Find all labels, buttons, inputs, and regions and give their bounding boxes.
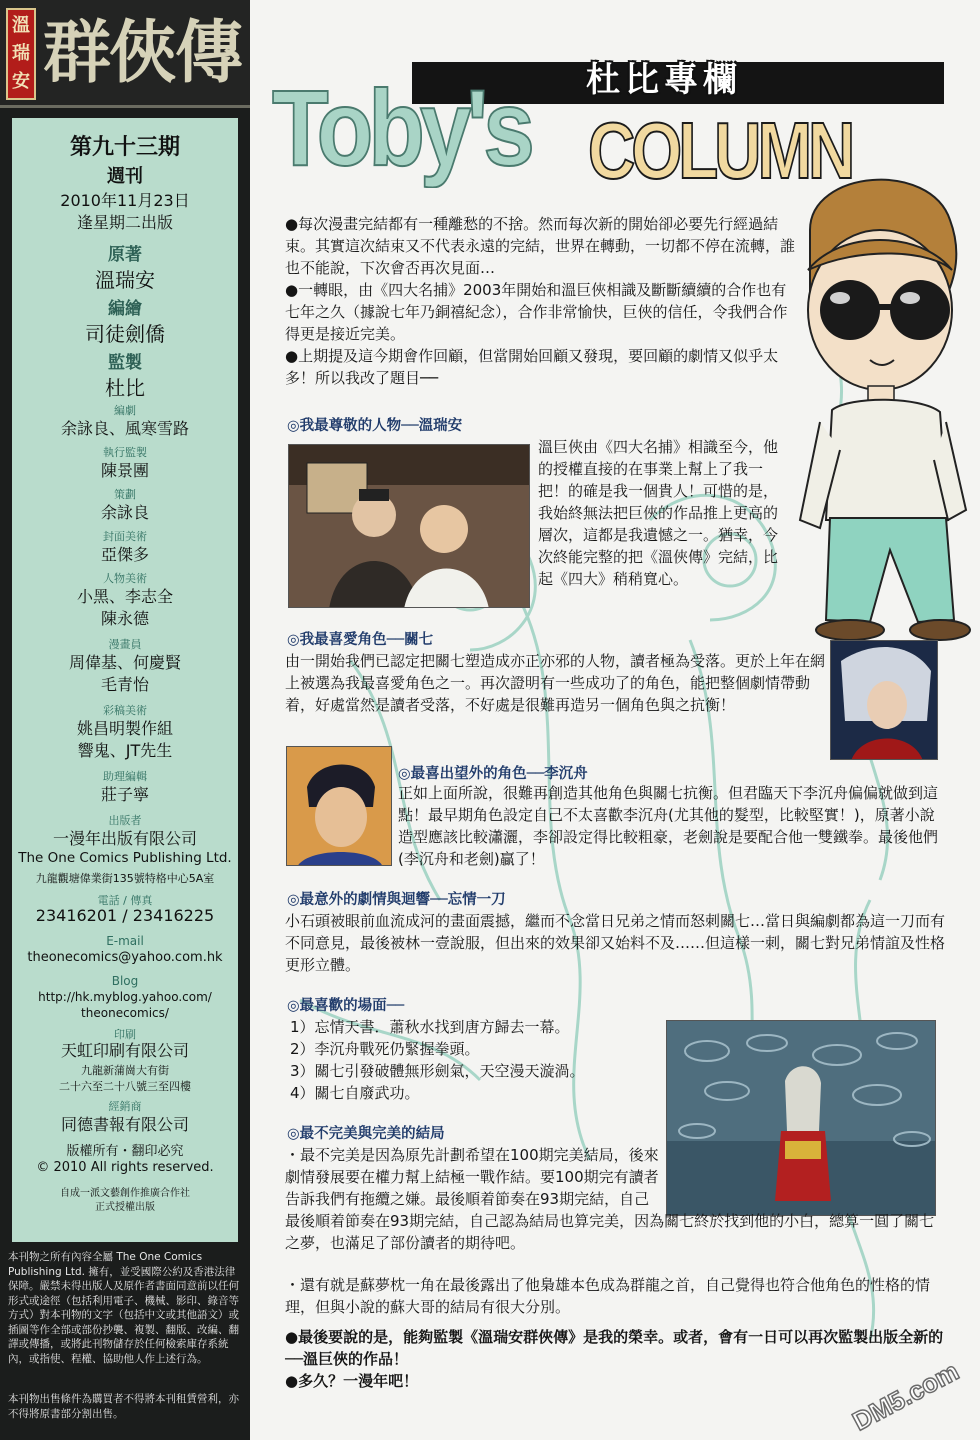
staff-name: 姚昌明製作組 (76, 719, 173, 738)
column-title-tobys: Toby's (272, 67, 530, 188)
staff-name: 莊子寧 (100, 785, 149, 804)
credit-name: 溫瑞安 (95, 268, 155, 292)
intro-paragraph: ●一轉眼，由《四大名捕》2003年開始和溫巨俠相識及斷斷續續的合作也有七年之久（據說七年乃銅禧紀念），合作非常愉快，巨俠的信任，令我們合作得更是接近完美。 (285, 281, 788, 343)
magazine-title: 群俠傳 (42, 13, 241, 93)
staff-name: 陳永德 (100, 609, 149, 628)
guan-qi-art (831, 641, 938, 760)
rights-en: © 2010 All rights reserved. (36, 1160, 214, 1175)
distributor-label: 經銷商 (108, 1100, 142, 1113)
image-li-chenzhou (286, 746, 392, 866)
credit-role: 原著 (108, 245, 142, 265)
phone-label: 電話 / 傳真 (97, 894, 153, 907)
staff-name: 亞傑多 (100, 545, 149, 564)
masthead-logo (0, 0, 250, 108)
sale-conditions: 本刊物出售條件為購買者不得將本刊租賃營利，亦不得將原書部分割出售。 (8, 1393, 239, 1420)
author-seal: 溫 瑞 安 (6, 8, 36, 100)
credit-role: 監製 (108, 353, 142, 373)
list-item: 1）忘情天書．蕭秋水找到唐方歸去一幕。 (290, 1018, 570, 1036)
section-heading: ◎我最尊敬的人物──溫瑞安 (287, 418, 463, 434)
publisher-address: 九龍觀塘偉業街135號特格中心5A室 (35, 872, 215, 885)
section-heading: ◎最意外的劇情與迴響──忘情一刀 (287, 892, 506, 908)
section-text-continued: 最後順着節奏在93期完結，自己認為結局也算完美，因為關七終於找到他的小白，總算一圓了關七之夢，也滿足了部份讀者的期待吧。 (285, 1212, 935, 1252)
email-address[interactable]: theonecomics@yahoo.com.hk (27, 950, 223, 965)
intro-paragraph: ●上期提及這今期會作回顧，但當開始回顧又發現，要回顧的劇情又似乎太多！所以我改了題目── (285, 347, 779, 387)
publisher-label: 出版者 (108, 814, 142, 827)
issue-number: 第九十三期 (69, 135, 180, 160)
photo-image (289, 445, 530, 608)
staff-role: 執行監製 (103, 446, 147, 459)
staff-name: 余詠良、風寒雪路 (60, 419, 189, 438)
column-title-column: COLUMN (588, 106, 852, 195)
intro-paragraph: ●每次漫畫完結都有一種離愁的不捨。然而每次新的開始卻必要先行經過結束。其實這次結束又不代表永遠的完結，世界在轉動，一切都不停在流轉，誰也不能說，下次會否再次見面… (285, 215, 796, 277)
closing-paragraph: ●最後要說的是，能夠監製《溫瑞安群俠傳》是我的榮幸。或者，會有一日可以再次監製出版全新的──溫巨俠的作品！ (285, 1328, 944, 1368)
blog-url-path[interactable]: theonecomics/ (81, 1006, 169, 1020)
staff-role: 人物美術 (103, 572, 147, 585)
watermark-text: DM5.com (847, 1355, 965, 1437)
section-text: 正如上面所說，很難再創造其他角色與關七抗衡。但君臨天下李沉舟偏偏就做到這點！最早期角色設定自己不太喜歡李沉舟(尤其他的髮型，比較堅實！)，原著小說造型應該比較瀟灑，李卻設定得比較粗豪，老劍說是要配合他一雙鐵拳。最後他們(李沉舟和老劍)贏了！ (398, 784, 939, 868)
section-text: 由一開始我們已認定把關七塑造成亦正亦邪的人物，讀者極為受落。更於上年在網上被選為我最喜愛角色之一。再次證明有一些成功了的角色，能把整個劇情帶動着，好處當然是讀者受落，不好處是很難再造另一個角色與之抗衡！ (285, 652, 826, 714)
staff-name: 陳景團 (100, 461, 149, 480)
staff-name: 小黑、李志全 (76, 587, 173, 606)
li-chenzhou-art (287, 747, 392, 866)
section-text: 小石頭被眼前血流成河的畫面震撼，繼而不念當日兄弟之情而怒刺關七…當日與編劇都為這一刀而有不同意見，最後被林一壹說服，但出來的效果卻又始料不及……但這樣一刺，關七對兄弟情誼及性格更形立體。 (285, 912, 946, 974)
section-heading: ◎我最喜愛角色──關七 (287, 632, 434, 648)
list-item: 3）關七引發破體無形劍氣，天空漫天漩渦。 (290, 1062, 585, 1080)
site-watermark (847, 1355, 970, 1437)
list-item: 2）李沉舟戰死仍緊握拳頭。 (290, 1040, 480, 1058)
copyright-notice: 本刊物之所有內容全屬 The One Comics Publishing Ltd. 擁有，並受國際公約及香港法律保障。嚴禁未得出版人及原作者書面同意前以任何形式或途徑（包括利用電子、機械、影印、錄音等方式）對本刊物的文字（包括中文或其他語文）或插圖等作全部或部份抄襲、複製、翻版、改編、翻譯或傳播，或將此刊物儲存於任何檢索庫存系統內，或指使、程權、協助他人作上述行為。 (8, 1251, 239, 1365)
publisher-name-en: The One Comics Publishing Ltd. (18, 850, 232, 866)
printer-address: 二十六至二十八號三至四樓 (59, 1080, 191, 1093)
section-text: ・最不完美是因為原先計劃希望在100期完美結局，後來劇情發展要在權力幫上結極一戰作結。要100期完有讀者告訴我們有拖纜之嫌。最後順着節奏在93期完結，自己 (285, 1146, 659, 1208)
staff-role: 編劇 (114, 404, 136, 417)
publisher-name-cn: 一漫年出版有限公司 (52, 829, 197, 848)
rights-cn: 版權所有・翻印必究 (66, 1144, 184, 1159)
staff-role: 漫畫員 (108, 638, 142, 651)
credit-name: 杜比 (105, 376, 145, 400)
phone-number: 23416201 / 23416225 (35, 906, 215, 925)
staff-role: 策劃 (114, 488, 136, 501)
photo-wen-and-toby (288, 444, 530, 608)
section-heading: ◎最喜出望外的角色──李沉舟 (398, 766, 588, 782)
blog-url[interactable]: http://hk.myblog.yahoo.com/ (38, 990, 212, 1004)
staff-name: 毛青怡 (100, 675, 149, 694)
publish-day: 逢星期二出版 (76, 213, 173, 232)
signoff: ●多久？一漫年吧！ (285, 1372, 419, 1390)
distributor-name: 同德書報有限公司 (60, 1115, 189, 1134)
column-title-cn: 杜比專欄 (586, 60, 742, 100)
staff-name: 余詠良 (100, 503, 149, 522)
staff-role: 彩稿美術 (103, 704, 147, 717)
staff-role: 封面美術 (103, 530, 147, 543)
blog-label: Blog (111, 974, 139, 988)
printer-address: 九龍新蒲崗大有街 (81, 1064, 169, 1077)
staff-role: 助理編輯 (103, 770, 147, 783)
section-heading: ◎最喜歡的場面── (287, 998, 405, 1014)
email-label: E-mail (106, 934, 144, 948)
cooperation-line: 正式授權出版 (95, 1202, 155, 1213)
cooperation-line: 自成一派文藝創作推廣合作社 (60, 1188, 190, 1199)
toby-caricature (770, 160, 975, 650)
section-text: ・還有就是蘇夢枕一角在最後露出了他梟雄本色成為群龍之首，自己覺得也符合他角色的性格的情理，但與小說的蘇大哥的結局有很大分別。 (285, 1276, 931, 1316)
section-text: 溫巨俠由《四大名捕》相識至今，他的授權直接的在事業上幫上了我一把！的確是我一個貴人！可惜的是，我始終無法把巨俠的作品推上更高的層次，這都是我遺憾之一。猶幸，今次終能完整的把《溫俠傳》完結，比起《四大》稍稍寬心。 (538, 438, 779, 588)
masthead-sidebar (0, 0, 250, 1440)
image-guan-qi (830, 640, 938, 760)
printer-label: 印刷 (114, 1028, 136, 1041)
whirlpool-art (667, 1021, 936, 1216)
image-whirlpool-sky (666, 1020, 936, 1216)
staff-name: 響鬼、JT先生 (77, 741, 173, 760)
section-heading: ◎最不完美與完美的結局 (287, 1126, 445, 1142)
issue-date: 2010年11月23日 (60, 191, 190, 210)
credits-panel (12, 118, 238, 1242)
frequency: 週刊 (107, 166, 143, 187)
credit-role: 編繪 (108, 299, 142, 319)
printer-name: 天虹印刷有限公司 (60, 1041, 189, 1060)
credit-name: 司徒劍僑 (85, 322, 165, 346)
list-item: 4）關七自廢武功。 (290, 1084, 420, 1102)
staff-name: 周偉基、何慶賢 (68, 653, 181, 672)
